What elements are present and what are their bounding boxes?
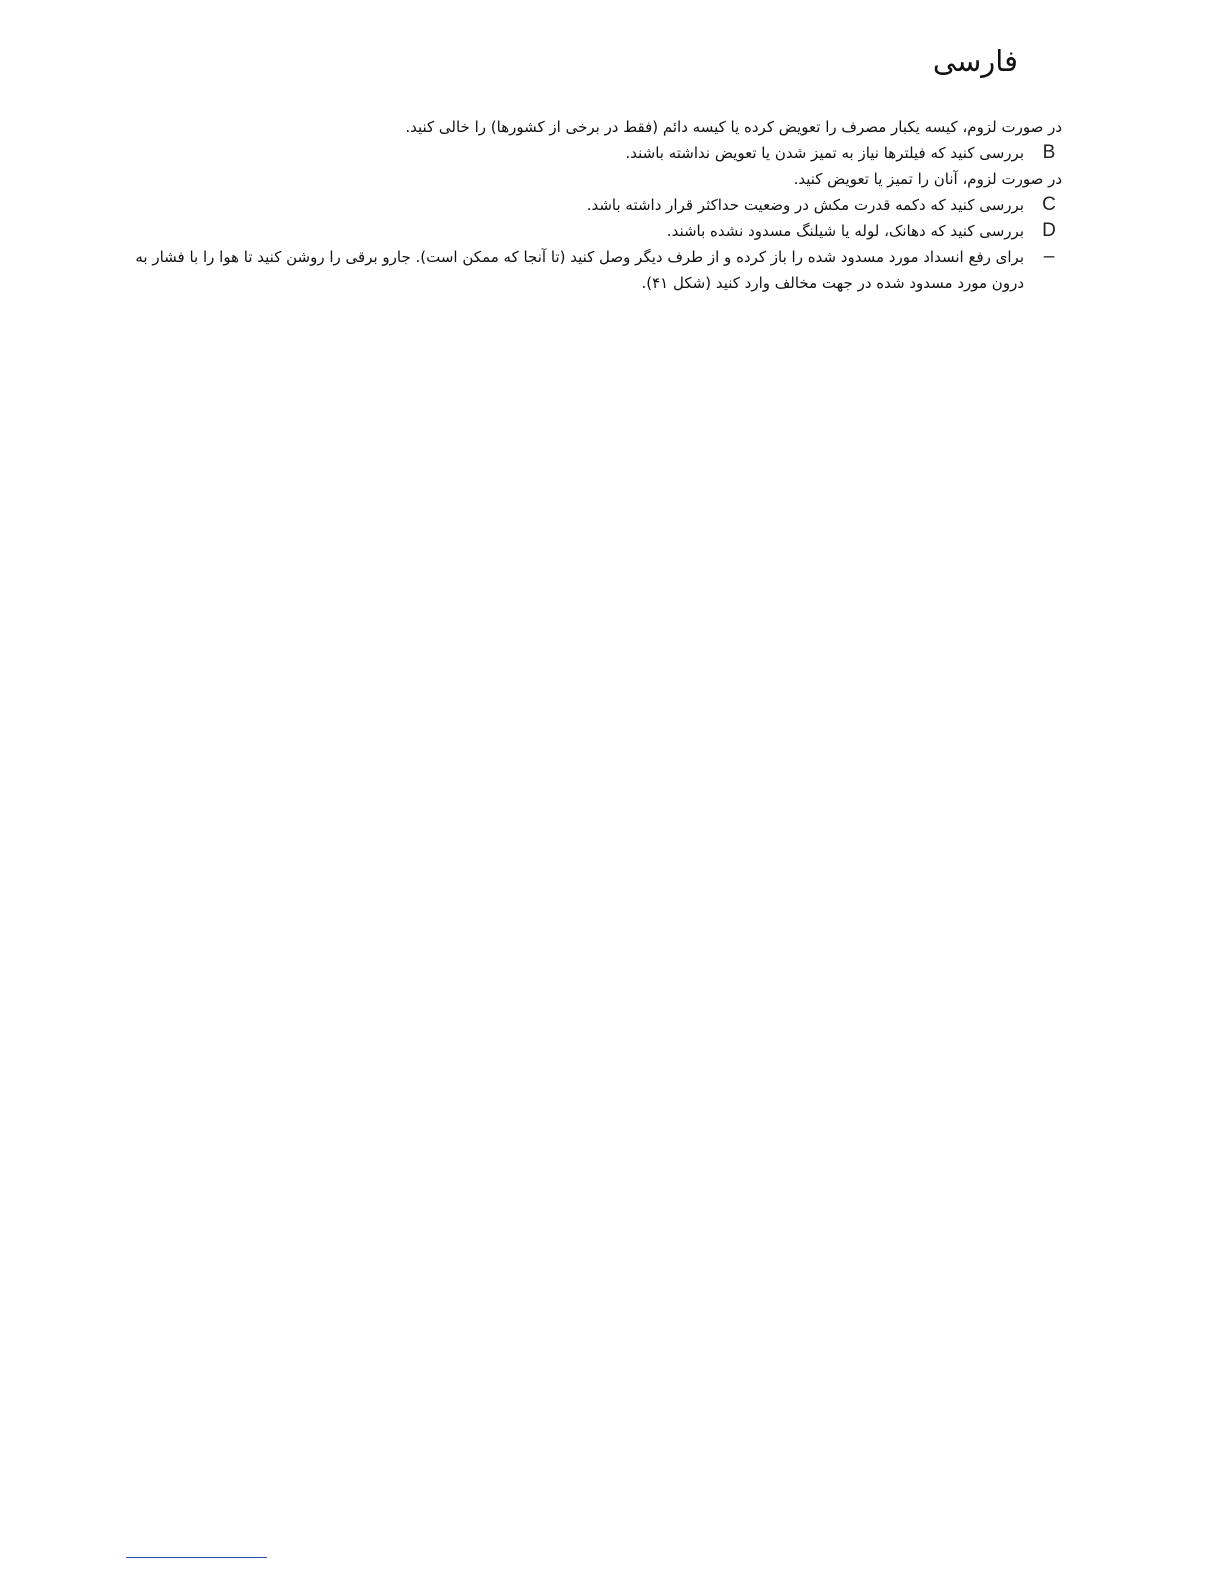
item-marker-dash: – <box>1043 246 1055 267</box>
item-marker-c: C <box>1042 194 1056 215</box>
instruction-item-d <box>122 218 1062 244</box>
instruction-item-c <box>122 192 1062 218</box>
instruction-line-2 <box>122 166 1062 192</box>
page-title: فارسی <box>932 44 1018 78</box>
instruction-item-dash <box>122 244 1062 296</box>
instruction-item-b <box>122 140 1062 166</box>
instruction-text: بررسی کنید که دکمه قدرت مکش در وضعیت حداکثر قرار داشته باشد. <box>586 196 1024 214</box>
instruction-text: بررسی کنید که دهانک، لوله یا شیلنگ مسدود نشده باشند. <box>666 222 1024 240</box>
instruction-line-1 <box>122 114 1062 140</box>
instructions-body <box>122 114 1062 296</box>
instruction-text: در صورت لزوم، آنان را تمیز یا تعویض کنید. <box>793 170 1062 188</box>
item-marker-b: B <box>1042 142 1056 163</box>
instruction-text: بررسی کنید که فیلترها نیاز به تمیز شدن یا تعویض نداشته باشند. <box>625 144 1024 162</box>
item-marker-d: D <box>1042 220 1056 241</box>
instruction-text: برای رفع انسداد مورد مسدود شده را باز کرده و از طرف دیگر وصل کنید (تا آنجا که ممکن است). جارو برقی را روشن کنید تا هوا را با فشار به درون مورد مسدود شده در جهت مخالف وارد کنید (شکل ۴۱). <box>135 248 1024 292</box>
footnote-rule <box>126 1557 267 1558</box>
instruction-text: در صورت لزوم، کیسه یکبار مصرف را تعویض کرده یا کیسه دائم (فقط در برخی از کشورها) را خالی کنید. <box>405 118 1062 136</box>
